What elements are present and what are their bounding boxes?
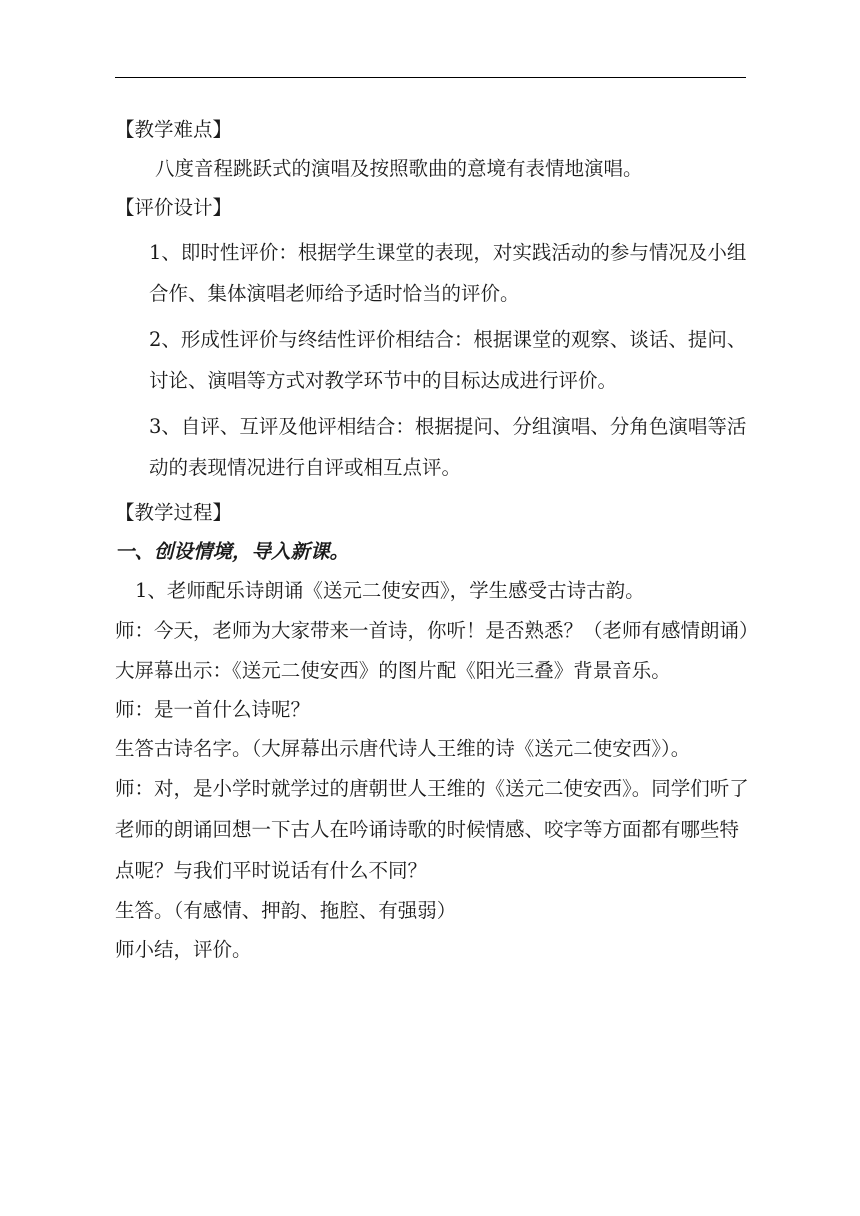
teacher-line-1: 师：今天，老师为大家带来一首诗，你听！是否熟悉？（老师有感情朗诵） xyxy=(115,619,759,642)
teacher-line-2: 师：是一首什么诗呢？ xyxy=(115,698,311,721)
teacher-line-3: 师：对，是小学时就学过的唐朝世人王维的《送元二使安西》。同学们听了老师的朗诵回想一下古人在吟诵诗歌的时候情感、咬字等方面都有哪些特点呢？与我们平时说话有什么不同？ xyxy=(115,777,749,882)
heading-teaching-difficulty: 【教学难点】 xyxy=(115,118,233,141)
step-1: 1、老师配乐诗朗诵《送元二使安西》，学生感受古诗古韵。 xyxy=(135,579,645,602)
evaluation-item-3: 3、自评、互评及他评相结合：根据提问、分组演唱、分角色演唱等活动的表现情况进行自评或相互点评。 xyxy=(149,415,747,479)
screen-line: 大屏幕出示：《送元二使安西》的图片配《阳光三叠》背景音乐。 xyxy=(115,659,671,682)
difficulty-text: 八度音程跳跃式的演唱及按照歌曲的意境有表情地演唱。 xyxy=(155,157,643,180)
heading-teaching-process: 【教学过程】 xyxy=(115,501,233,524)
section-title-1: 一、创设情境，导入新课。 xyxy=(115,540,350,563)
student-line-1: 生答古诗名字。（大屏幕出示唐代诗人王维的诗《送元二使安西》）。 xyxy=(115,737,691,760)
heading-evaluation-design: 【评价设计】 xyxy=(115,196,233,219)
evaluation-item-2: 2、形成性评价与终结性评价相结合：根据课堂的观察、谈话、提问、讨论、演唱等方式对教学环节中的目标达成进行评价。 xyxy=(149,328,747,392)
student-line-2: 生答。（有感情、押韵、拖腔、有强弱） xyxy=(115,899,457,922)
teacher-summary: 师小结，评价。 xyxy=(115,938,252,961)
evaluation-item-1: 1、即时性评价：根据学生课堂的表现，对实践活动的参与情况及小组合作、集体演唱老师给予适时恰当的评价。 xyxy=(149,241,747,305)
header-rule xyxy=(115,77,746,78)
document-body xyxy=(115,110,759,969)
